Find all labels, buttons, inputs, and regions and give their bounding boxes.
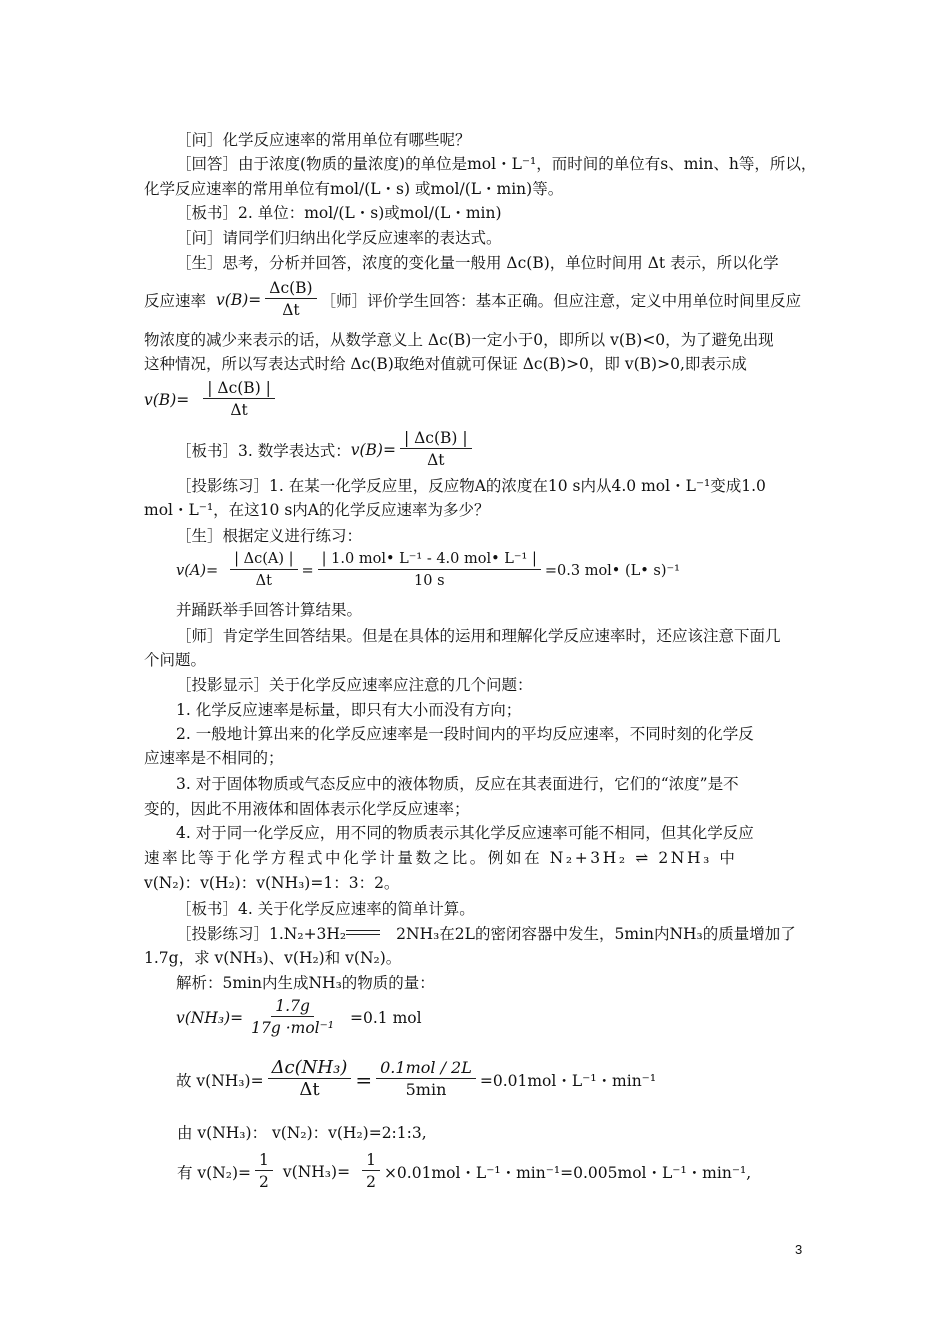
paragraph-line: ［生］根据定义进行练习：	[176, 527, 363, 545]
fraction-denominator: Δt	[299, 1079, 320, 1100]
text-segment: 反应速率	[144, 291, 207, 310]
formula-result: =0.01mol・L⁻¹・min⁻¹	[479, 1071, 657, 1090]
fraction-numerator: Δc(B)	[265, 278, 316, 299]
fraction-numerator: 1	[362, 1150, 380, 1171]
list-item: 2. 一般地计算出来的化学反应速率是一段时间内的平均反应速率，不同时刻的化学反	[176, 725, 754, 743]
formula-result: =0.1 mol	[350, 1008, 422, 1027]
paragraph-line: ［问］请同学们归纳出化学反应速率的表达式。	[176, 229, 502, 247]
fraction-denominator: Δt	[427, 451, 445, 469]
fraction	[268, 1058, 352, 1101]
equals-sign: =	[301, 562, 314, 579]
fraction-denominator: Δt	[282, 301, 300, 319]
fraction-denominator: 2	[259, 1173, 269, 1191]
paragraph-line: ［师］肯定学生回答结果。但是在具体的运用和理解化学反应速率时，还应该注意下面几	[176, 627, 781, 645]
calc-formula-a	[176, 549, 680, 592]
fraction-numerator: 1	[255, 1150, 273, 1171]
text-segment: 2NH₃在2L的密闭容器中发生，5min内NH₃的质量增加了	[396, 925, 796, 943]
paragraph-line: 化学反应速率的常用单位有mol/(L・s) 或mol/(L・min)等。	[144, 180, 564, 198]
fraction-numerator: | Δc(B) |	[400, 428, 472, 449]
fraction	[255, 1150, 273, 1193]
paragraph-line: 解析：5min内生成NH₃的物质的量：	[176, 974, 435, 992]
text-segment: ［板书］3. 数学表达式：	[176, 441, 351, 460]
fraction-denominator: 17g ·mol⁻¹	[251, 1019, 335, 1037]
fraction-numerator: 0.1mol / 2L	[376, 1058, 476, 1079]
formula-abs	[144, 378, 279, 421]
equals-sign: =	[355, 1067, 373, 1092]
formula-lhs: v(NH₃)=	[176, 1008, 244, 1027]
paragraph-line: ［生］思考，分析并回答，浓度的变化量一般用 Δc(B)，单位时间用 Δt 表示，所以化学	[176, 254, 779, 272]
equilibrium-arrow-icon	[346, 928, 380, 938]
fraction-denominator: 2	[366, 1173, 376, 1191]
paragraph-line: 变的，因此不用液体和固体表示化学反应速率；	[144, 800, 470, 818]
fraction-denominator: 10 s	[414, 573, 445, 589]
text-segment: 有 v(N₂)=	[177, 1163, 252, 1182]
paragraph-line: 物浓度的减少来表示的话，从数学意义上 Δc(B)一定小于0，即所以 v(B)<0，为了避免出现	[144, 331, 774, 349]
paragraph-line: 个问题。	[144, 651, 207, 669]
fraction	[247, 996, 338, 1039]
fraction-numerator: | Δc(A) |	[230, 549, 297, 570]
final-calc-line	[177, 1150, 751, 1193]
page-number: 3	[795, 1242, 803, 1257]
fraction	[376, 1058, 476, 1101]
calc-formula-rate	[176, 1058, 656, 1101]
fraction-numerator: | 1.0 mol• L⁻¹ - 4.0 mol• L⁻¹ |	[318, 549, 541, 570]
paragraph-line: ［问］化学反应速率的常用单位有哪些呢？	[176, 131, 471, 149]
paragraph-line: ［投影显示］关于化学反应速率应注意的几个问题：	[176, 676, 533, 694]
formula-lhs: 故 v(NH₃)=	[176, 1071, 264, 1090]
paragraph-line: 这种情况，所以写表达式时给 Δc(B)取绝对值就可保证 Δc(B)>0，即 v(B)>0,即表示成	[144, 355, 747, 373]
text-segment: ［投影练习］1.N₂+3H₂	[176, 925, 347, 943]
fraction-denominator: Δt	[230, 401, 248, 419]
text-segment: v(NH₃)=	[282, 1162, 351, 1181]
fraction	[230, 549, 297, 592]
paragraph-line: ［板书］4. 关于化学反应速率的简单计算。	[176, 900, 475, 918]
formula-lhs: v(A)=	[176, 562, 219, 579]
paragraph-line: 速率比等于化学方程式中化学计量数之比。例如在 N₂+3H₂ ⇌ 2NH₃ 中	[144, 849, 738, 867]
formula-lhs: v(B)=	[350, 440, 396, 459]
fraction	[400, 428, 472, 471]
formula-lhs: v(B)=	[144, 390, 190, 409]
formula-result: =0.3 mol• (L• s)⁻¹	[544, 562, 680, 579]
text-segment: ×0.01mol・L⁻¹・min⁻¹=0.005mol・L⁻¹・min⁻¹,	[383, 1163, 752, 1182]
formula-lhs: v(B)=	[216, 290, 262, 309]
rate-definition-line	[144, 278, 801, 321]
fraction-numerator: Δc(NH₃)	[268, 1058, 352, 1079]
paragraph-line: 并踊跃举手回答计算结果。	[176, 601, 363, 619]
paragraph-line: ［回答］由于浓度(物质的量浓度)的单位是mol・L⁻¹，而时间的单位有s、min、h等，所以，	[176, 155, 817, 173]
list-item: 4. 对于同一化学反应，用不同的物质表示其化学反应速率可能不相同，但其化学反应	[176, 824, 754, 842]
blackboard-formula-line	[176, 428, 476, 471]
fraction	[265, 278, 316, 321]
text-segment: ［师］评价学生回答：基本正确。但应注意，定义中用单位时间里反应	[320, 291, 802, 310]
paragraph-line: 应速率是不相同的；	[144, 749, 284, 767]
fraction-numerator: 1.7g	[271, 996, 314, 1017]
paragraph-line: 1.7g，求 v(NH₃)、v(H₂)和 v(N₂)。	[144, 949, 402, 967]
fraction	[318, 549, 541, 592]
paragraph-line: 由 v(NH₃)： v(N₂)：v(H₂)=2:1:3,	[177, 1124, 427, 1142]
paragraph-line: ［板书］2. 单位：mol/(L・s)或mol/(L・min)	[176, 204, 502, 222]
paragraph-line: mol・L⁻¹，在这10 s内A的化学反应速率为多少？	[144, 501, 490, 519]
list-item: 3. 对于固体物质或气态反应中的液体物质，反应在其表面进行，它们的“浓度”是不	[176, 775, 739, 793]
fraction	[362, 1150, 380, 1193]
calc-formula-mol	[176, 996, 422, 1039]
fraction-denominator: 5min	[405, 1080, 447, 1099]
exercise-line	[176, 922, 796, 944]
fraction-denominator: Δt	[255, 573, 272, 589]
paragraph-line: ［投影练习］1. 在某一化学反应里，反应物A的浓度在10 s内从4.0 mol・L⁻¹变成1.0	[176, 477, 766, 495]
fraction	[203, 378, 275, 421]
paragraph-line: v(N₂)：v(H₂)：v(NH₃)=1：3：2。	[144, 874, 400, 892]
list-item: 1. 化学反应速率是标量，即只有大小而没有方向；	[176, 701, 522, 719]
fraction-numerator: | Δc(B) |	[203, 378, 275, 399]
